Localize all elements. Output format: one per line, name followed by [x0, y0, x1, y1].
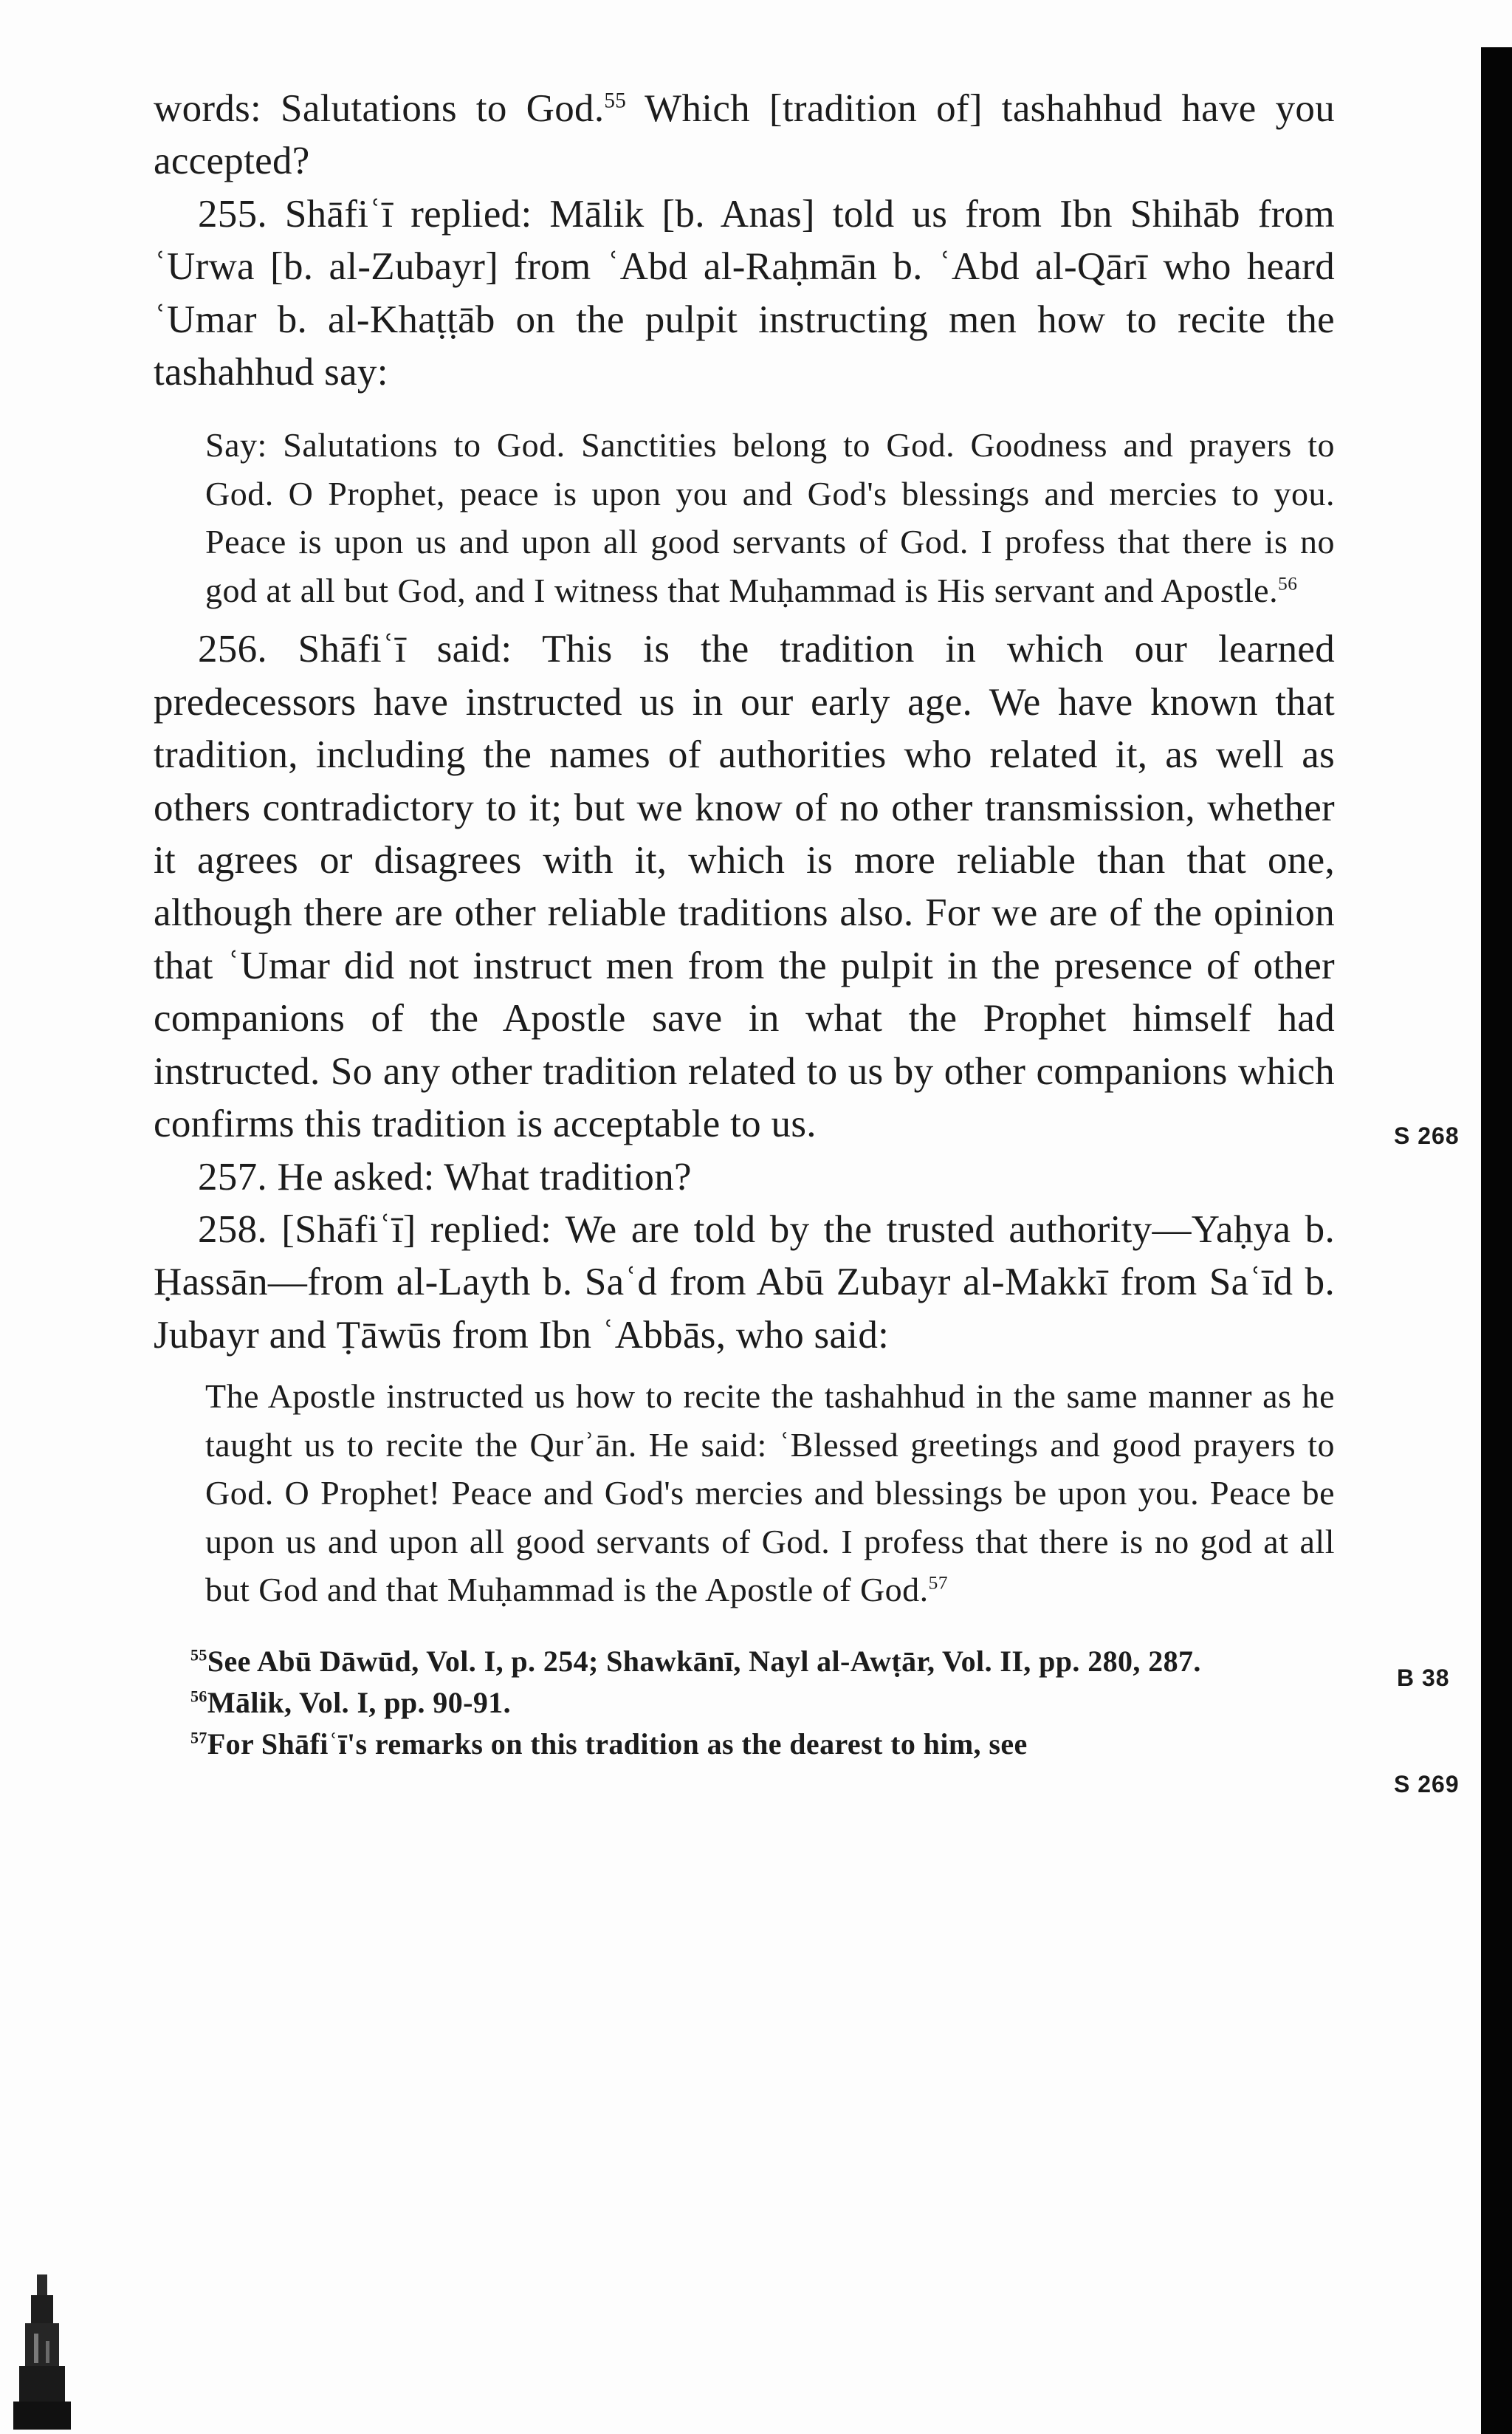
footnote-number: 55: [190, 1645, 207, 1665]
footnote-57: [154, 1724, 1335, 1765]
footnote-number: 56: [190, 1687, 207, 1706]
paragraph-256: 256. Shāfiʿī said: This is the tradition in which our learned predecessors have instructed us in our early age. We have known that tradition, including the names of authorities who related it, as well as others contradictory to it; but we know of no other transmission, whether it agrees or disagrees with it, which is more reliable than that one, although there are other reliable traditions also. For we are of the opinion that ʿUmar did not instruct men from the pulpit in the presence of other companions of the Apostle save in what the Prophet himself had instructed. So any other tradition related to us by other companions which confirms this tradition is acceptable to us.: [154, 628, 1335, 1146]
paragraph-255: 255. Shāfiʿī replied: Mālik [b. Anas] told us from Ibn Shihāb from ʿUrwa [b. al-Zubayr] from ʿAbd al-Raḥmān b. ʿAbd al-Qārī who heard ʿUmar b. al-Khaṭṭāb on the pulpit instructing men how to recite the tashahhud say:: [154, 192, 1335, 394]
opening-text: words: Salutations to God.: [154, 87, 605, 130]
footnote-number: 57: [190, 1728, 207, 1747]
footnotes: [154, 1641, 1335, 1765]
quote-umar-tashahhud: [154, 421, 1335, 614]
quote-1-text: Say: Salutations to God. Sanctities belong to God. Goodness and prayers to God. O Prophet, peace is upon you and God's blessings and mercies to you. Peace is upon us and upon all good servants of God. I profess that there is no god at all but God, and I witness that Muḥammad is His servant and Apostle.: [205, 426, 1335, 609]
footnote-text: See Abū Dāwūd, Vol. I, p. 254; Shawkānī, Nayl al-Awṭār, Vol. II, pp. 280, 287.: [207, 1644, 1201, 1678]
margin-note-s269: S 269: [1394, 1771, 1460, 1797]
margin-note-s268: S 268: [1394, 1122, 1460, 1149]
paragraph-257: 257. He asked: What tradition?: [198, 1155, 692, 1199]
footnote-ref-57: 57: [928, 1572, 948, 1594]
footnote-56: [154, 1682, 1335, 1724]
margin-note-b38: B 38: [1397, 1665, 1450, 1691]
footnote-text: Mālik, Vol. I, pp. 90-91.: [207, 1685, 512, 1719]
opening-text-rest: Which [tradition of] tashahhud have you accepted?: [154, 87, 1335, 183]
footnote-text: For Shāfiʿī's remarks on this tradition as the dearest to him, see: [207, 1727, 1028, 1761]
page-content: [154, 83, 1335, 1765]
quote-ibn-abbas-tashahhud: [154, 1372, 1335, 1614]
footnote-ref-56: 56: [1278, 573, 1298, 594]
quote-2-text: The Apostle instructed us how to recite the tashahhud in the same manner as he taught us to recite the Qurʾān. He said: ʿBlessed greetings and good prayers to God. O Prophet! Peace and God's mercies and blessings be upon you. Peace be upon us and upon all good servants of God. I profess that there is no god at all but God and that Muḥammad is the Apostle of God.: [205, 1377, 1335, 1609]
paragraph-258: 258. [Shāfiʿī] replied: We are told by the trusted authority—Yaḥya b. Ḥassān—from al-Layth b. Saʿd from Abū Zubayr al-Makkī from Saʿīd b. Jubayr and Ṭāwūs from Ibn ʿAbbās, who said:: [154, 1207, 1335, 1357]
statue-figure-image: [9, 2274, 75, 2430]
scan-edge-shadow: [1481, 47, 1512, 2434]
footnote-ref-55: 55: [604, 89, 627, 113]
footnote-55: [154, 1641, 1335, 1682]
opening-paragraph: [154, 83, 1335, 188]
